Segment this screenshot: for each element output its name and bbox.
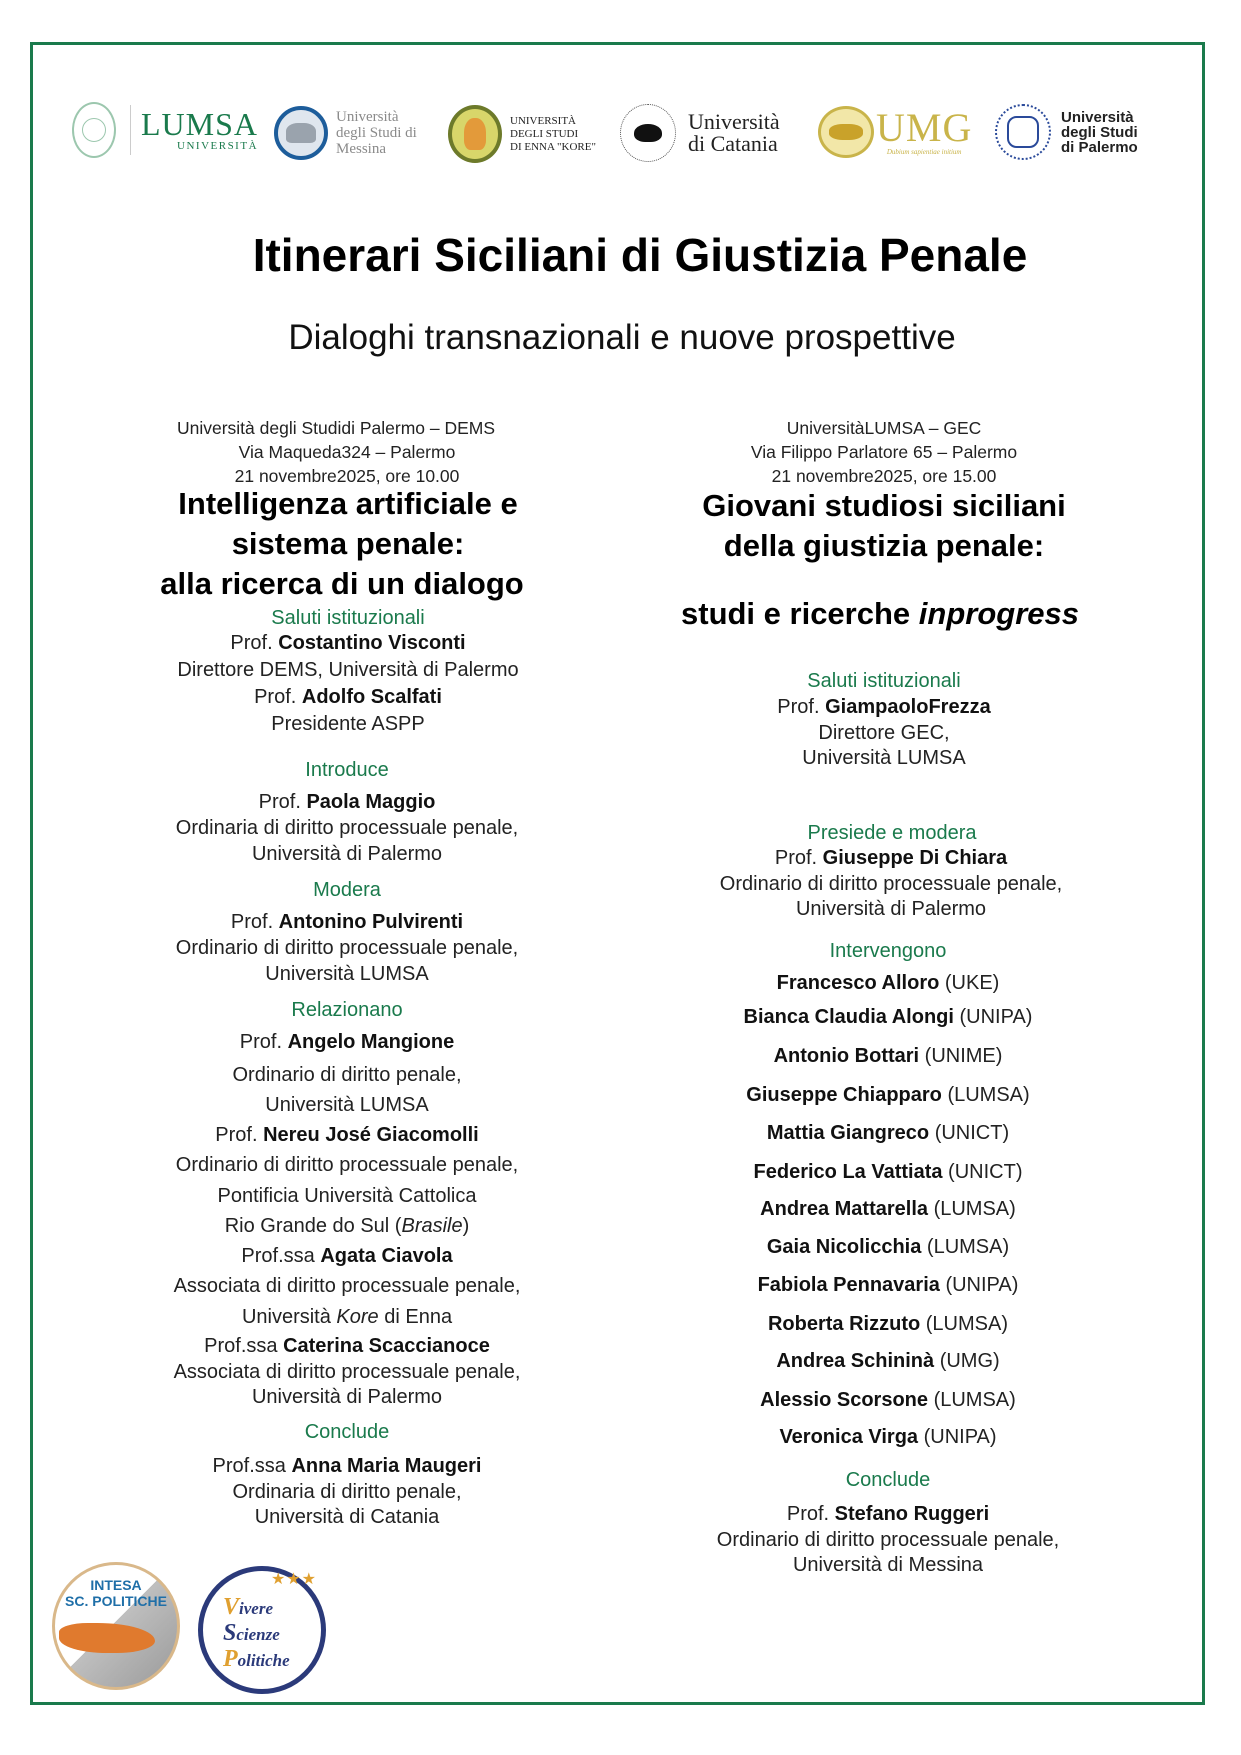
logo-umg: [818, 106, 972, 158]
vivere-line1: Vivere: [223, 1594, 273, 1620]
lumsa-subtitle: UNIVERSITÀ: [177, 140, 259, 152]
person-name: GiampaoloFrezza: [825, 696, 991, 718]
role-ruggeri-2: Università di Messina: [792, 1554, 984, 1576]
person-name: Giuseppe Di Chiara: [822, 847, 1008, 869]
role-scalfati: Presidente ASPP: [271, 713, 425, 735]
lumsa-wordmark: LUMSA: [141, 106, 259, 142]
logo-messina: [274, 106, 417, 160]
role-scaccianoce-2: Università di Palermo: [251, 1386, 443, 1408]
person-ruggeri: Prof. Stefano Ruggeri: [786, 1503, 990, 1525]
catania-line1: Università: [688, 109, 780, 134]
person-frezza: Prof. GiampaoloFrezza: [777, 696, 991, 718]
person-name: Adolfo Scalfati: [301, 686, 442, 708]
person-name: Nereu José Giacomolli: [263, 1124, 479, 1146]
person-dichiara: Prof. Giuseppe Di Chiara: [774, 847, 1008, 869]
person-name: Antonino Pulvirenti: [278, 911, 464, 933]
logo-enna-kore: [448, 105, 596, 163]
role-ciavola-2: Università Kore di Enna: [241, 1306, 453, 1328]
speaker-item: Gaia Nicolicchia (LUMSA): [766, 1236, 1010, 1258]
person-name: Anna Maria Maugeri: [291, 1455, 482, 1477]
right-venue-line2: Via Filippo Parlatore 65 – Palermo: [750, 442, 1018, 462]
left-heading-line2: sistema penale:: [231, 526, 465, 561]
catania-seal-icon: [620, 104, 676, 162]
person-name: Caterina Scaccianoce: [283, 1335, 490, 1357]
palermo-line3: di Palermo: [1061, 138, 1138, 156]
umg-motto: Dubium sapientiae initium: [886, 148, 962, 156]
speaker-item: Bianca Claudia Alongi (UNIPA): [743, 1006, 1033, 1028]
catania-line2: di Catania: [688, 131, 778, 156]
umg-seal-icon: [818, 106, 874, 158]
intesa-line1: INTESA: [90, 1577, 142, 1593]
role-frezza-1: Direttore GEC,: [818, 722, 950, 744]
right-heading-line2: della giustizia penale:: [723, 528, 1045, 563]
section-saluti-left: Saluti istituzionali: [271, 607, 425, 629]
left-venue-line1: Università degli Studidi Palermo – DEMS: [176, 418, 496, 438]
section-saluti-right: Saluti istituzionali: [807, 670, 961, 692]
person-scaccianoce: Prof.ssa Caterina Scaccianoce: [204, 1335, 490, 1357]
person-visconti: Prof. Costantino Visconti: [230, 632, 466, 654]
section-presiede: Presiede e modera: [807, 822, 977, 844]
logo-intesa-sc-politiche: [52, 1562, 180, 1690]
right-heading-line3: studi e ricerche inprogress: [681, 596, 1079, 631]
right-heading-line1: Giovani studiosi siciliani: [702, 488, 1066, 523]
role-ruggeri-1: Ordinario di diritto processuale penale,: [716, 1529, 1060, 1551]
role-giacomolli-2: Pontificia Università Cattolica: [217, 1185, 477, 1207]
enna-seal-icon: [448, 105, 502, 163]
enna-line1: UNIVERSITÀ: [510, 114, 576, 127]
role-pulvirenti-1: Ordinario di diritto processuale penale,: [175, 937, 519, 959]
speaker-item: Federico La Vattiata (UNICT): [753, 1161, 1023, 1183]
person-name: Agata Ciavola: [320, 1245, 453, 1267]
speaker-item: Antonio Bottari (UNIME): [773, 1045, 1003, 1067]
role-dichiara-1: Ordinario di diritto processuale penale,: [719, 873, 1063, 895]
section-conclude-left: Conclude: [304, 1421, 390, 1443]
person-scalfati: Prof. Adolfo Scalfati: [254, 686, 442, 708]
person-name: Stefano Ruggeri: [834, 1503, 990, 1525]
speaker-item: Mattia Giangreco (UNICT): [766, 1122, 1010, 1144]
speaker-item: Francesco Alloro (UKE): [776, 972, 1000, 994]
section-modera: Modera: [313, 879, 381, 901]
right-venue-line1: UniversitàLUMSA – GEC: [786, 418, 982, 438]
section-intervengono: Intervengono: [829, 940, 947, 962]
person-name: Costantino Visconti: [278, 632, 466, 654]
person-maugeri: Prof.ssa Anna Maria Maugeri: [212, 1455, 482, 1477]
left-venue-line3: 21 novembre2025, ore 10.00: [234, 466, 460, 486]
palermo-line1: Università: [1061, 108, 1134, 126]
section-conclude-right: Conclude: [845, 1469, 931, 1491]
messina-line2: degli Studi di: [336, 125, 417, 141]
person-giacomolli: Prof. Nereu José Giacomolli: [215, 1124, 479, 1146]
logo-lumsa: [72, 102, 258, 158]
page-subtitle: Dialoghi transnazionali e nuove prospettive: [288, 318, 956, 357]
role-giacomolli-3: Rio Grande do Sul (Brasile): [224, 1215, 470, 1237]
left-venue-line2: Via Maqueda324 – Palermo: [238, 442, 456, 462]
speaker-item: Andrea Schininà (UMG): [776, 1350, 1000, 1372]
speaker-item: Alessio Scorsone (LUMSA): [760, 1389, 1016, 1411]
speaker-item: Veronica Virga (UNIPA): [779, 1426, 997, 1448]
lumsa-seal-icon: [72, 102, 116, 158]
right-venue-line3: 21 novembre2025, ore 15.00: [771, 466, 997, 486]
person-name: Paola Maggio: [306, 791, 436, 813]
role-scaccianoce-1: Associata di diritto processuale penale,: [173, 1361, 521, 1383]
role-maugeri-2: Università di Catania: [254, 1506, 440, 1528]
person-maggio: Prof. Paola Maggio: [258, 791, 436, 813]
stars-icon: ★★★: [270, 1571, 317, 1588]
role-maggio-2: Università di Palermo: [251, 843, 443, 865]
speaker-item: Giuseppe Chiapparo (LUMSA): [746, 1084, 1030, 1106]
section-introduce: Introduce: [305, 759, 389, 781]
role-mangione-2: Università LUMSA: [265, 1094, 429, 1116]
enna-line2: DEGLI STUDI: [510, 127, 579, 140]
left-heading-line3: alla ricerca di un dialogo: [160, 566, 524, 601]
role-ciavola-1: Associata di diritto processuale penale,: [173, 1275, 521, 1297]
enna-line3: DI ENNA "KORE": [510, 140, 596, 153]
palermo-seal-icon: [995, 104, 1051, 160]
left-heading-line1: Intelligenza artificiale e: [178, 486, 518, 521]
role-pulvirenti-2: Università LUMSA: [265, 963, 429, 985]
role-maugeri-1: Ordinaria di diritto penale,: [232, 1481, 462, 1503]
umg-wordmark: UMG: [876, 105, 973, 150]
messina-seal-icon: [274, 106, 328, 160]
logo-palermo: [995, 104, 1138, 160]
messina-line1: Università: [336, 109, 399, 125]
intesa-line2: SC. POLITICHE: [65, 1593, 167, 1609]
role-dichiara-2: Università di Palermo: [795, 898, 987, 920]
logo-catania: [620, 104, 780, 162]
role-giacomolli-1: Ordinario di diritto processuale penale,: [175, 1154, 519, 1176]
person-ciavola: Prof.ssa Agata Ciavola: [241, 1245, 453, 1267]
section-relazionano: Relazionano: [291, 999, 403, 1021]
logo-vivere-scienze-politiche: [198, 1566, 326, 1694]
messina-line3: Messina: [336, 141, 386, 157]
vivere-line3: Politiche: [223, 1646, 290, 1672]
intesa-map-icon: [59, 1623, 155, 1653]
page-title: Itinerari Siciliani di Giustizia Penale: [252, 229, 1028, 281]
speaker-item: Andrea Mattarella (LUMSA): [760, 1198, 1016, 1220]
palermo-line2: degli Studi: [1061, 123, 1138, 141]
speaker-item: Fabiola Pennavaria (UNIPA): [757, 1274, 1019, 1296]
role-frezza-2: Università LUMSA: [802, 747, 966, 769]
logo-divider: [130, 105, 131, 155]
person-name: Angelo Mangione: [287, 1031, 455, 1053]
person-mangione: Prof. Angelo Mangione: [239, 1031, 455, 1053]
speaker-item: Roberta Rizzuto (LUMSA): [767, 1313, 1009, 1335]
person-pulvirenti: Prof. Antonino Pulvirenti: [230, 911, 464, 933]
role-mangione-1: Ordinario di diritto penale,: [232, 1064, 462, 1086]
role-visconti: Direttore DEMS, Università di Palermo: [177, 659, 519, 681]
role-maggio-1: Ordinaria di diritto processuale penale,: [175, 817, 519, 839]
vivere-line2: Scienze: [223, 1620, 280, 1646]
